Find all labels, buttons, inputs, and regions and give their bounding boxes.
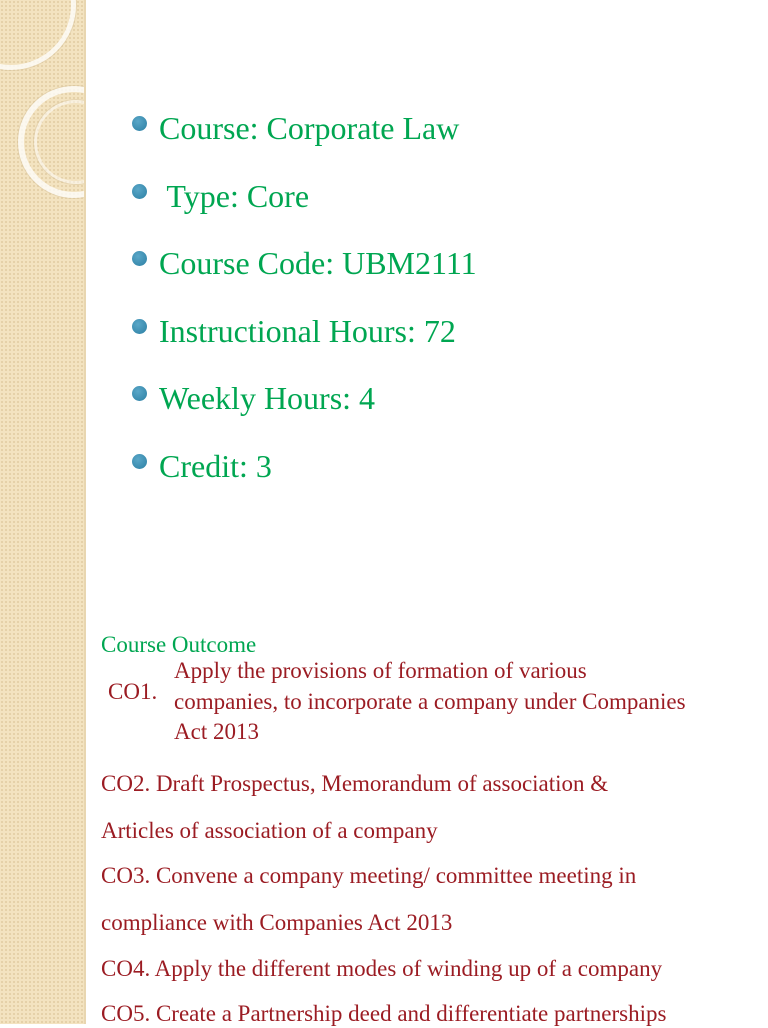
- outcome-line: CO4. Apply the different modes of winding up of a company: [101, 956, 663, 981]
- course-outcome-heading: Course Outcome: [101, 632, 257, 657]
- course-info-list: [132, 108, 477, 514]
- outcome-line: compliance with Companies Act 2013: [101, 910, 453, 935]
- outcome-line: CO2. Draft Prospectus, Memorandum of association &: [101, 771, 609, 796]
- decorative-ring: [0, 0, 76, 70]
- list-item: [132, 446, 477, 514]
- list-item: [132, 243, 477, 311]
- decorative-side-panel: [0, 0, 86, 1024]
- bullet-icon: [132, 184, 147, 199]
- bullet-icon: [132, 116, 147, 131]
- list-item: [132, 311, 477, 379]
- outcome-line: CO3. Convene a company meeting/ committee meeting in: [101, 863, 637, 888]
- co1-text: Apply the provisions of formation of various companies, to incorporate a company under Companies Act 2013: [174, 658, 686, 744]
- co1-label: CO1.: [108, 679, 158, 704]
- list-item: [132, 108, 477, 176]
- instructional-hours: Instructional Hours: 72: [159, 312, 456, 349]
- list-item: [132, 176, 477, 244]
- bullet-icon: [132, 319, 147, 334]
- weekly-hours: Weekly Hours: 4: [159, 380, 376, 417]
- bullet-icon: [132, 251, 147, 266]
- course-name: Course: Corporate Law: [159, 110, 460, 146]
- bullet-icon: [132, 386, 147, 401]
- bullet-icon: [132, 454, 147, 469]
- credit: Credit: 3: [159, 447, 272, 484]
- outcome-line: CO5. Create a Partnership deed and differentiate partnerships: [101, 1001, 667, 1026]
- list-item: [132, 378, 477, 446]
- outcome-line: Articles of association of a company: [101, 818, 438, 843]
- course-code: Course Code: UBM2111: [159, 245, 477, 282]
- course-type: Type: Core: [159, 177, 310, 214]
